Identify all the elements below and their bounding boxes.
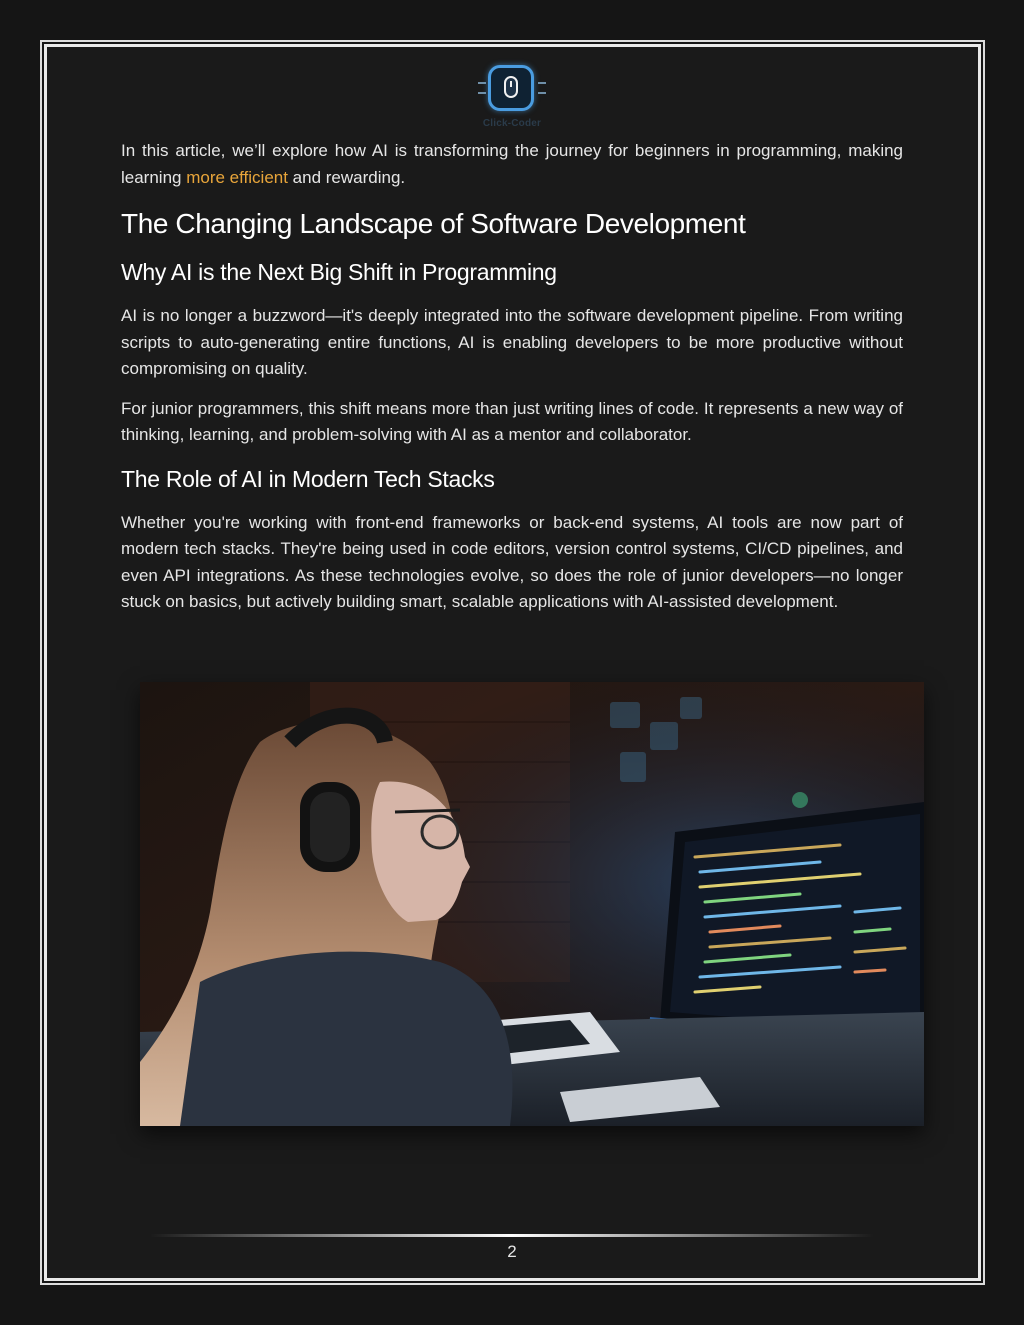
- logo-text: Click-Coder: [482, 118, 542, 129]
- article-content: [121, 138, 903, 616]
- subheading-role-of-ai: The Role of AI in Modern Tech Stacks: [121, 465, 495, 492]
- intro-paragraph: [121, 138, 903, 191]
- more-efficient-link[interactable]: more efficient: [186, 167, 288, 187]
- paragraph-buzzword: AI is no longer a buzzword—it's deeply integrated into the software development pipeline. From writing scripts to auto-generating entire functions, AI is enabling developers to be more productive without compromising on quality.: [121, 306, 903, 378]
- paragraph-tech-stacks: Whether you're working with front-end frameworks or back-end systems, AI tools are now part of modern tech stacks. They're being used in code editors, version control systems, CI/CD pipelines, and even API integrations. As these technologies evolve, so does the role of junior developers—no longer stuck on basics, but actively building smart, scalable applications with AI-assisted development.: [121, 512, 903, 611]
- logo-dash-right-2: [538, 92, 546, 94]
- section-heading-landscape: The Changing Landscape of Software Development: [121, 208, 746, 239]
- subheading-why-ai: Why AI is the Next Big Shift in Programming: [121, 259, 557, 285]
- click-coder-logo: [478, 62, 548, 132]
- mouse-icon: [504, 76, 518, 98]
- footer-divider: [150, 1234, 874, 1237]
- intro-text: In this article, we’ll explore how AI is transforming the journey for beginners in programming, making learning: [121, 141, 903, 187]
- intro-text-end: and rewarding.: [287, 167, 406, 187]
- woman-coding-illustration: [140, 682, 924, 1126]
- paragraph-junior-programmers: For junior programmers, this shift means more than just writing lines of code. It represents a new way of thinking, learning, and problem-solving with AI as a mentor and collaborator.: [121, 398, 903, 444]
- logo-badge: [488, 65, 534, 111]
- logo-dash-left-2: [478, 92, 486, 94]
- logo-dash-left-1: [478, 82, 486, 84]
- page-number: 2: [507, 1242, 517, 1261]
- developer-photo: [140, 682, 924, 1126]
- logo-dash-right-1: [538, 82, 546, 84]
